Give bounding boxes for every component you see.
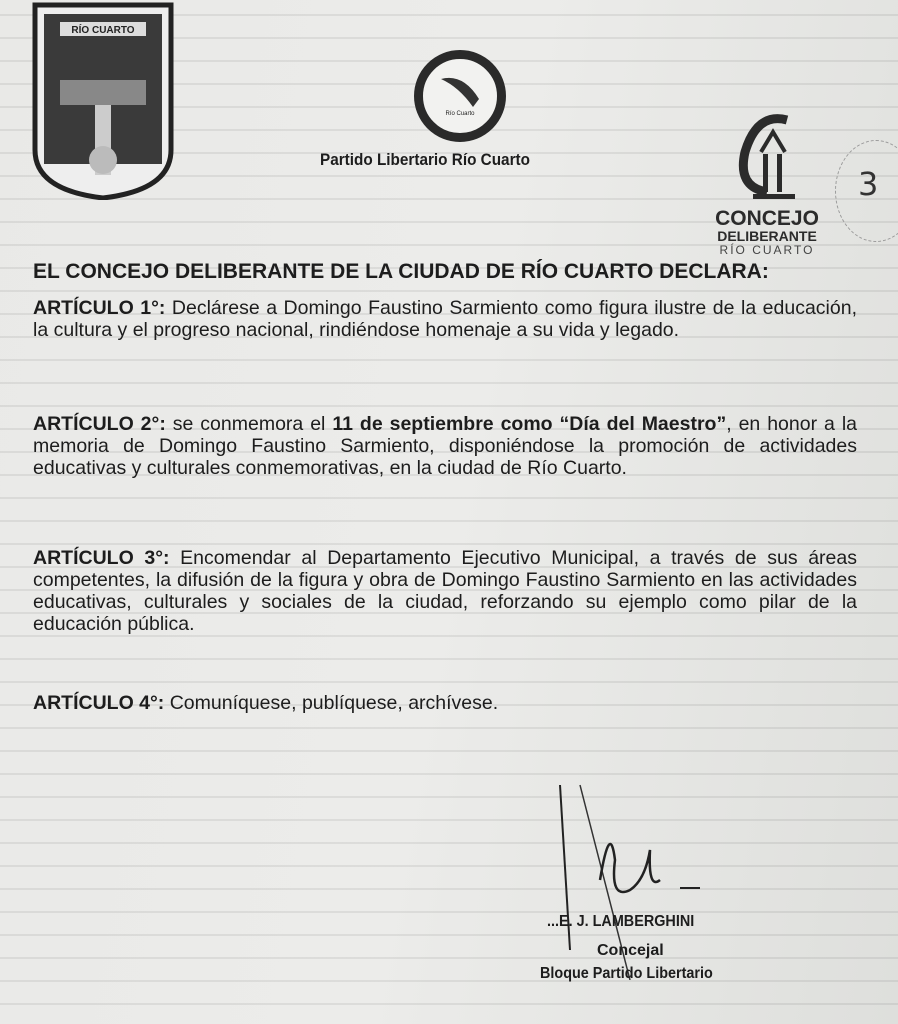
article-2 xyxy=(33,413,857,479)
article-3 xyxy=(33,547,857,635)
article-4-text: Comuníquese, publíquese, archívese. xyxy=(164,692,499,714)
signatory-role: Concejal xyxy=(597,942,664,959)
folio-number: 3 xyxy=(858,165,879,203)
concejo-deliberante-logo xyxy=(712,112,822,257)
article-4-label: ARTÍCULO 4°: xyxy=(33,692,165,714)
article-2-text-rest: , en honor a la memoria de Domingo Faustino Sarmiento, disponiéndose la promoción de actividades educativas y culturales conmemorativas, en la ciudad de Río Cuarto. xyxy=(33,413,857,479)
article-1 xyxy=(33,297,857,341)
concejo-emblem-icon xyxy=(727,112,807,204)
shield-text: RÍO CUARTO xyxy=(71,25,135,36)
article-2-label: ARTÍCULO 2°: xyxy=(33,413,166,435)
partido-libertario-logo xyxy=(414,50,506,142)
party-name: Partido Libertario Río Cuarto xyxy=(320,150,530,169)
rio-cuarto-shield-logo xyxy=(30,0,176,200)
party-logo-text: Río Cuarto xyxy=(445,111,475,117)
document-title: EL CONCEJO DELIBERANTE DE LA CIUDAD DE RÍO CUARTO DECLARA: xyxy=(33,260,769,283)
concejo-logo-line1: CONCEJO xyxy=(715,207,819,230)
article-1-label: ARTÍCULO 1°: xyxy=(33,297,166,319)
article-2-text: se conmemora el xyxy=(165,413,333,435)
signatory-name: ...E. J. LAMBERGHINI xyxy=(547,913,695,930)
concejo-logo-line2: DELIBERANTE xyxy=(717,228,817,244)
signatory-bloc: Bloque Partido Libertario xyxy=(540,965,713,982)
article-2-date: 11 de septiembre como “Día del Maestro” xyxy=(332,413,727,435)
article-3-label: ARTÍCULO 3°: xyxy=(33,547,170,569)
article-1-text: Declárese a Domingo Faustino Sarmiento como figura ilustre de la educación, la cultura y el progreso nacional, rindiéndose homenaje a su vida y legado. xyxy=(33,297,857,341)
wing-icon xyxy=(423,59,497,133)
concejo-logo-line3: RÍO CUARTO xyxy=(719,243,815,257)
article-4 xyxy=(33,692,857,714)
article-3-text: Encomendar al Departamento Ejecutivo Municipal, a través de sus áreas competentes, la difusión de la figura y obra de Domingo Faustino Sarmiento en las actividades educativas, culturales y sociales de la ciudad, reforzando su ejemplo como pilar de la educación pública. xyxy=(33,547,857,635)
